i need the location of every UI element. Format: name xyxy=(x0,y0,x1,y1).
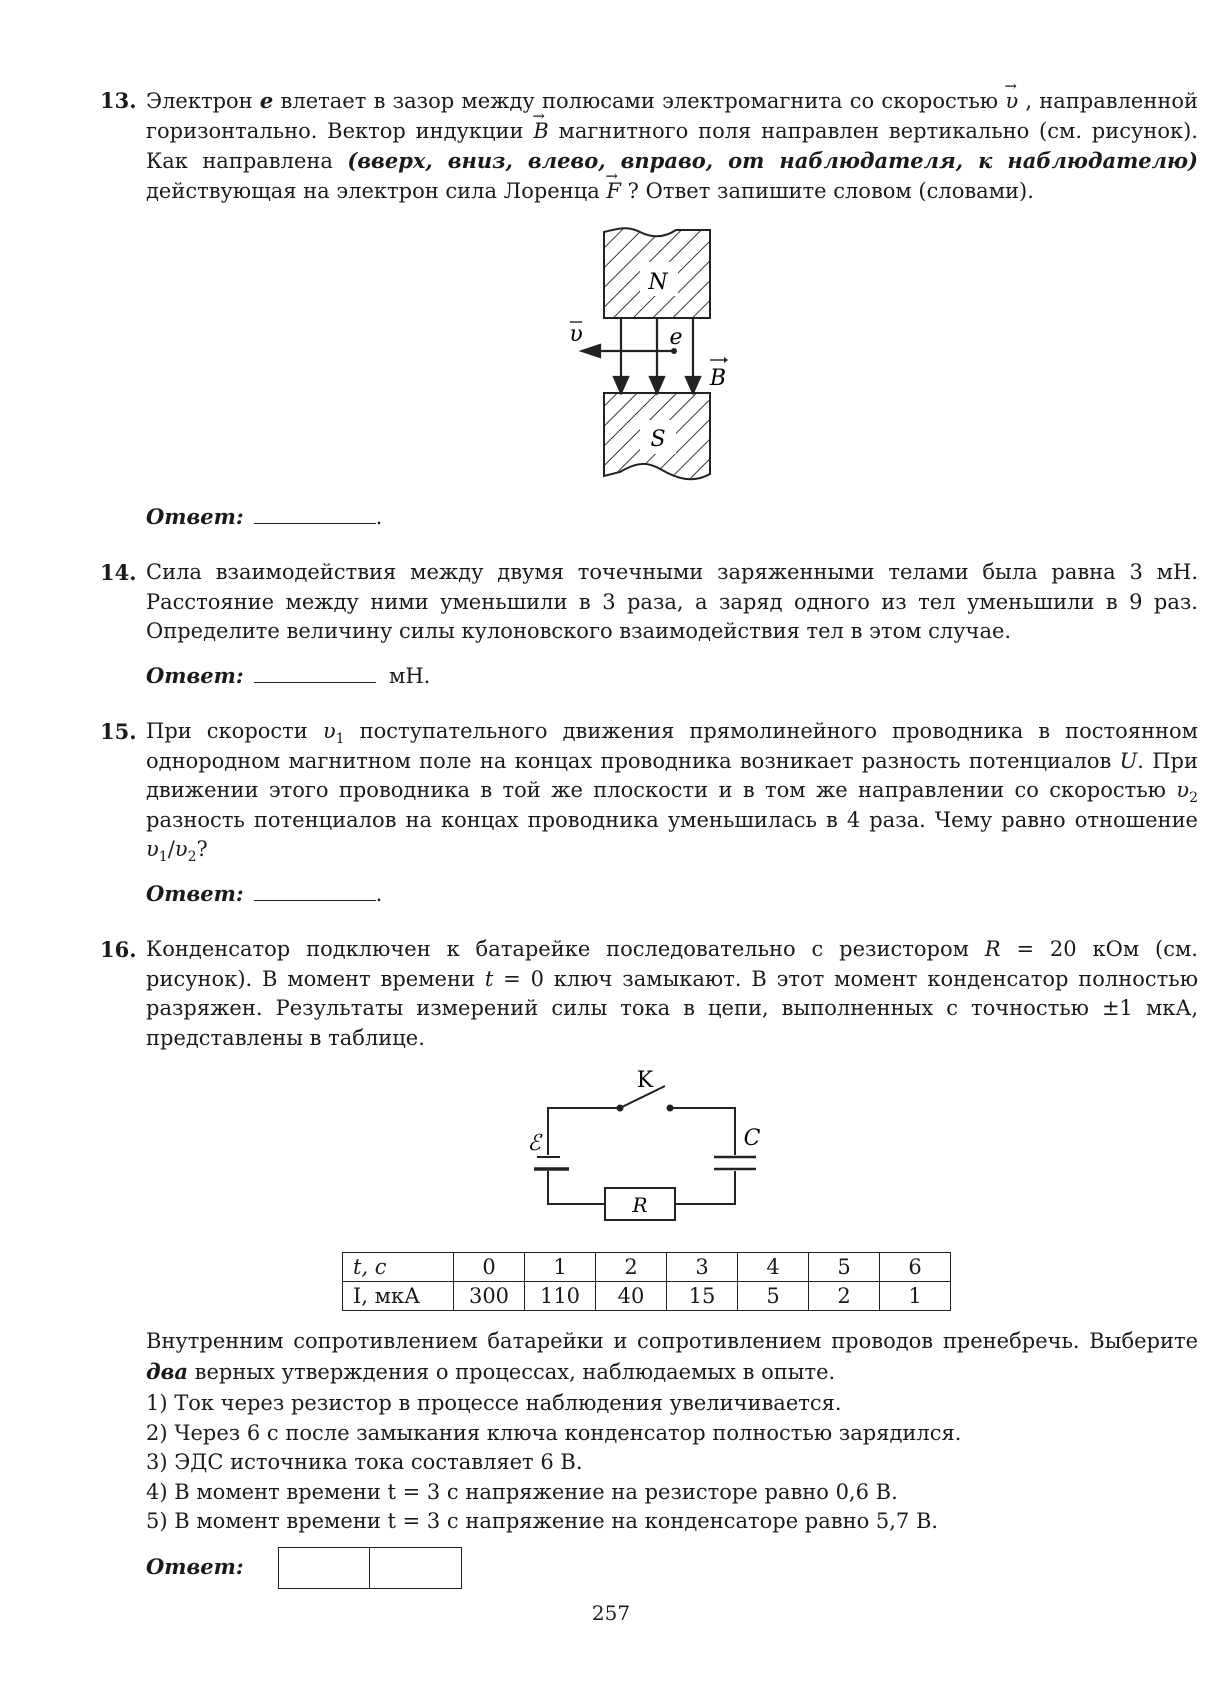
answer-blank[interactable] xyxy=(254,662,376,683)
emf-label: ℰ xyxy=(527,1131,541,1156)
circuit-diagram xyxy=(520,1066,770,1236)
resistor-label: R xyxy=(632,1193,648,1217)
task-14 xyxy=(100,558,1198,647)
south-label: S xyxy=(650,427,666,452)
answer-15: Ответ: . xyxy=(146,881,383,906)
answer-14: Ответ: мН. xyxy=(146,663,431,688)
task-13 xyxy=(100,86,1198,206)
task-number: 13. xyxy=(100,88,137,113)
task-15 xyxy=(100,717,1198,865)
task-number: 14. xyxy=(100,560,137,585)
task-16 xyxy=(100,935,1198,1053)
electromagnet-figure xyxy=(550,225,730,485)
task-16-continued xyxy=(100,1327,1198,1537)
measurements-table xyxy=(342,1252,951,1311)
b-label: B xyxy=(709,366,727,391)
option-3: 3) ЭДС источника тока составляет 6 В. xyxy=(146,1450,583,1474)
answer-16: Ответ: xyxy=(146,1554,244,1579)
velocity-arrow xyxy=(582,345,674,357)
options-list xyxy=(146,1389,1198,1537)
option-4: 4) В момент времени t = 3 с напряжение на резисторе равно 0,6 В. xyxy=(146,1479,898,1504)
option-2: 2) Через 6 с после замыкания ключа конденсатор полностью зарядился. xyxy=(146,1420,962,1445)
task-text: Электрон e влетает в зазор между полюсами электромагнита со скоростью → υ , направленной горизонтально. Вектор индукции → B магнитного поля направлен вертикально (см. рисунок). Как направлена (вверх, вниз, влево, вправо, от наблюдателя, к наблюдателю) действующая на электрон сила Лоренца → F ? Ответ запишите словом (словами). xyxy=(146,86,1198,206)
task-number: 15. xyxy=(100,719,137,744)
header-cell: t, с xyxy=(343,1253,454,1282)
task-number: 16. xyxy=(100,937,137,962)
option-5: 5) В момент времени t = 3 с напряжение на конденсаторе равно 5,7 В. xyxy=(146,1509,939,1533)
option-1: 1) Ток через резистор в процессе наблюдения увеличивается. xyxy=(146,1391,842,1415)
field-lines xyxy=(614,318,700,393)
answer-13: Ответ: . xyxy=(146,504,383,529)
task-text: Сила взаимодействия между двумя точечными заряженными телами была равна 3 мН. Расстояние между ними уменьшили в 3 раза, а заряд одного из тел уменьшили в 9 раз. Определите величину силы кулоновского взаимодействия тел в этом случае. xyxy=(146,560,1198,643)
task-text: Внутренним сопротивлением батарейки и сопротивлением проводов пренебречь. Выберите два верных утверждения о процессах, наблюдаемых в опыте. xyxy=(146,1329,1198,1384)
north-label: N xyxy=(648,270,668,295)
table-row: t, с 0 1 2 3 4 5 6 xyxy=(343,1253,951,1282)
task-text: Конденсатор подключен к батарейке последовательно с резистором R = 20 кОм (см. рисунок). В момент времени t = 0 ключ замыкают. В этот момент конденсатор полностью разряжен. Результаты измерений силы тока в цепи, выполненных с точностью ±1 мкА, представлены в таблице. xyxy=(146,937,1198,1050)
page-number: 257 xyxy=(591,1601,631,1625)
key-label: K xyxy=(636,1068,654,1093)
table-row: I, мкА 300 110 40 15 5 2 1 xyxy=(343,1282,951,1311)
velocity-label: υ xyxy=(569,322,583,347)
electron-label: e xyxy=(669,325,683,350)
answer-blank[interactable] xyxy=(254,880,376,901)
capacitor-label: C xyxy=(743,1126,761,1151)
answer-blank[interactable] xyxy=(254,503,376,524)
answer-boxes[interactable] xyxy=(278,1547,462,1589)
header-cell: I, мкА xyxy=(343,1282,454,1311)
task-text: При скорости $\upsilon_1$ поступательного движения прямолинейного проводника в постоянном однородном магнитном поле на концах проводника возникает разность потенциалов U. При движении этого проводника в той же плоскости и в том же направлении со скоростью $\upsilon_2$ разность потенциалов на концах проводника уменьшилась в 4 раза. Чему равно отношение $\upsilon_1/\upsilon_2$? xyxy=(146,719,1198,866)
